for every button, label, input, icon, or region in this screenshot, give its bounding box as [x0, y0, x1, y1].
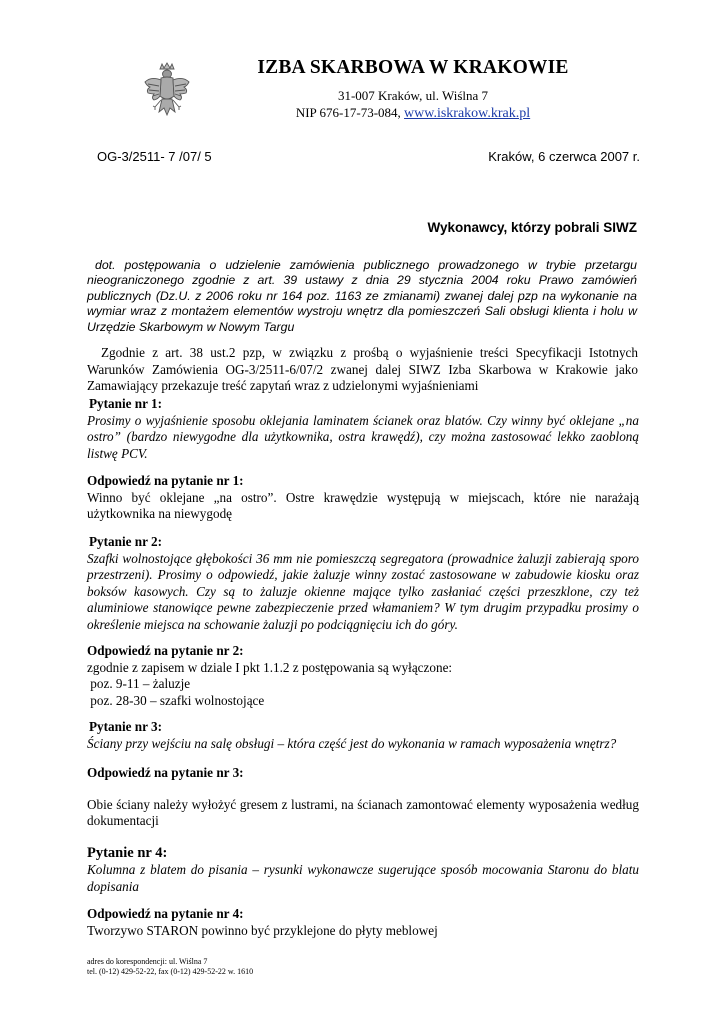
- website-link[interactable]: www.iskrakow.krak.pl: [404, 106, 531, 121]
- question-4-heading: Pytanie nr 4:: [87, 845, 168, 861]
- question-2-heading: Pytanie nr 2:: [89, 534, 163, 549]
- answer-2-line: poz. 9-11 – żaluzje: [87, 676, 191, 691]
- answer-4-heading: Odpowiedź na pytanie nr 4:: [87, 906, 244, 921]
- question-3-heading: Pytanie nr 3:: [89, 719, 163, 734]
- answer-3-text: Obie ściany należy wyłożyć gresem z lustrami, na ścianach zamontować elementy wyposażenia według dokumentacji: [87, 796, 639, 828]
- question-4-text: Kolumna z blatem do pisania – rysunki wykonawcze sugerujące sposób mocowania Staronu do blatu dopisania: [87, 862, 639, 894]
- answer-2-line: zgodnie z zapisem w dziale I pkt 1.1.2 z postępowania są wyłączone:: [87, 659, 453, 675]
- subject-paragraph: dot. postępowania o udzielenie zamówienia publicznego prowadzonego w trybie przetargu nieograniczonego zgodnie z art. 39 ustawy z dnia 29 stycznia 2004 roku Prawo zamówień publicznych (Dz.U. z 2006 roku nr 164 poz. 1163 ze zmianami) zwanej dalej pzp na wykonanie na wymiar wraz z montażem elementów wystroju wnętrz dla pomieszczeń Sali obsługi klienta i holu w Urzędzie Skarbowym w Nowym Targu: [87, 258, 637, 334]
- organization-address: 31-007 Kraków, ul. Wiślna 7: [337, 88, 489, 103]
- question-1-text: Prosimy o wyjaśnienie sposobu oklejania laminatem ścianek oraz blatów. Czy winny być oklejane „na ostro” (bardzo niewygodne dla użytkownika, ostra krawędź), czy można zastosować lekko zaobloną listwę PCV.: [87, 412, 639, 461]
- intro-paragraph: Zgodnie z art. 38 ust.2 pzp, w związku z prośbą o wyjaśnienie treści Specyfikacji Istotnych Warunków Zamówienia OG-3/2511-6/07/2 zwanej dalej SIWZ Izba Skarbowa w Krakowie jako Zamawiający przekazuje treść zapytań wraz z udzielonymi wyjaśnieniami: [87, 345, 638, 393]
- answer-1-text: Winno być oklejane „na ostro”. Ostre krawędzie występują w miejscach, które nie narażają użytkownika na niewygodę: [87, 489, 639, 521]
- answer-1: [87, 473, 639, 523]
- question-3-text: Ściany przy wejściu na salę obsługi – która część jest do wykonania w ramach wyposażenia wnętrz?: [87, 735, 617, 751]
- answer-2-line: poz. 28-30 – szafki wolnostojące: [87, 692, 265, 708]
- answer-2: [87, 643, 639, 709]
- letter-date: Kraków, 6 czerwca 2007 r.: [488, 149, 640, 164]
- recipient: Wykonawcy, którzy pobrali SIWZ: [427, 220, 637, 235]
- footer: [87, 957, 253, 977]
- question-4: [87, 844, 639, 895]
- question-1-heading: Pytanie nr 1:: [89, 396, 163, 411]
- footer-address: adres do korespondencji: ul. Wiślna 7: [87, 957, 208, 966]
- answer-4-text: Tworzywo STARON powinno być przyklejone do płyty meblowej: [87, 922, 438, 938]
- nip-text: NIP 676-17-73-084,: [295, 105, 405, 120]
- organization-name: IZBA SKARBOWA W KRAKOWIE: [257, 57, 569, 78]
- organization-nip-line: [0, 105, 724, 122]
- answer-2-heading: Odpowiedź na pytanie nr 2:: [87, 643, 244, 658]
- question-2-text: Szafki wolnostojące głębokości 36 mm nie pomieszczą segregatora (prowadnice żaluzji zabierają sporo przestrzeni). Prosimy o odpowiedź, jakie żaluzje winny zostać zastosowane w zabudowie kiosku oraz boksów kasowych. Czy są to żaluzje okienne mające tylko zasłaniać części przeszklone, czy też aluminiowe stanowiące pewne zabezpieczenie przed włamaniem? W tym drugim przypadku prosimy o określenie miejsca na schowanie żaluzji po podciągnięciu ich do góry.: [87, 550, 639, 632]
- question-1: [87, 396, 639, 462]
- answer-1-heading: Odpowiedź na pytanie nr 1:: [87, 473, 244, 488]
- question-3: [87, 719, 639, 752]
- answer-4: [87, 906, 639, 939]
- reference-number: OG-3/2511- 7 /07/ 5: [97, 149, 212, 164]
- answer-3: [87, 765, 639, 830]
- footer-phone: tel. (0-12) 429-52-22, fax (0-12) 429-52-22 w. 1610: [87, 967, 254, 976]
- question-2: [87, 534, 639, 633]
- answer-3-heading: Odpowiedź na pytanie nr 3:: [87, 765, 244, 780]
